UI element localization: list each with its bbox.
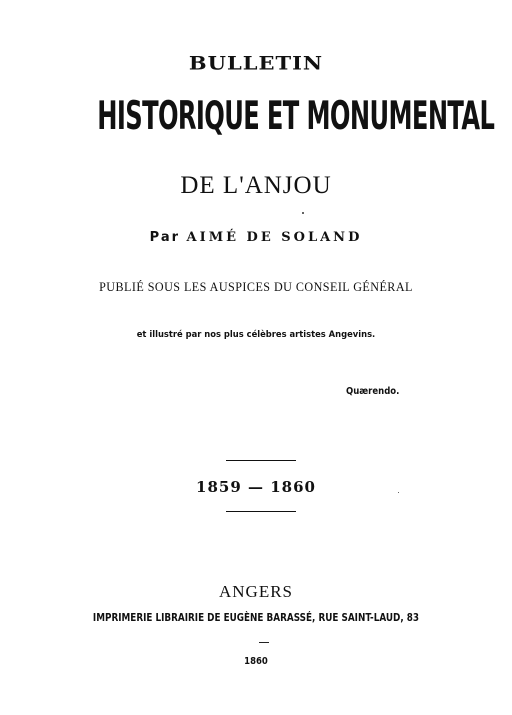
imprint-dash <box>259 642 269 643</box>
illustrated-line: et illustré par nos plus célèbres artistes Angevins. <box>136 330 376 340</box>
published-line: PUBLIÉ SOUS LES AUSPICES DU CONSEIL GÉNÉRAL <box>99 279 413 294</box>
main-title: HISTORIQUE ET MONUMENTAL <box>97 94 495 139</box>
motto: Quærendo. <box>346 386 400 397</box>
ink-speck <box>302 212 304 214</box>
author-name: AIMÉ DE SOLAND <box>186 230 363 245</box>
printer-line: IMPRIMERIE LIBRAIRIE DE EUGÈNE BARASSÉ, RUE SAINT-LAUD, 83 <box>92 612 420 624</box>
byline <box>0 230 512 245</box>
ink-speck <box>398 492 399 493</box>
imprint-year: 1860 <box>244 656 268 667</box>
dates: 1859 — 1860 <box>196 478 316 496</box>
subtitle: DE L'ANJOU <box>180 172 332 199</box>
series-heading: BULLETIN <box>188 51 324 74</box>
imprint-city: ANGERS <box>218 582 293 601</box>
byline-prefix: Par <box>149 230 181 245</box>
rule-top <box>226 460 296 461</box>
rule-bottom <box>226 511 296 512</box>
